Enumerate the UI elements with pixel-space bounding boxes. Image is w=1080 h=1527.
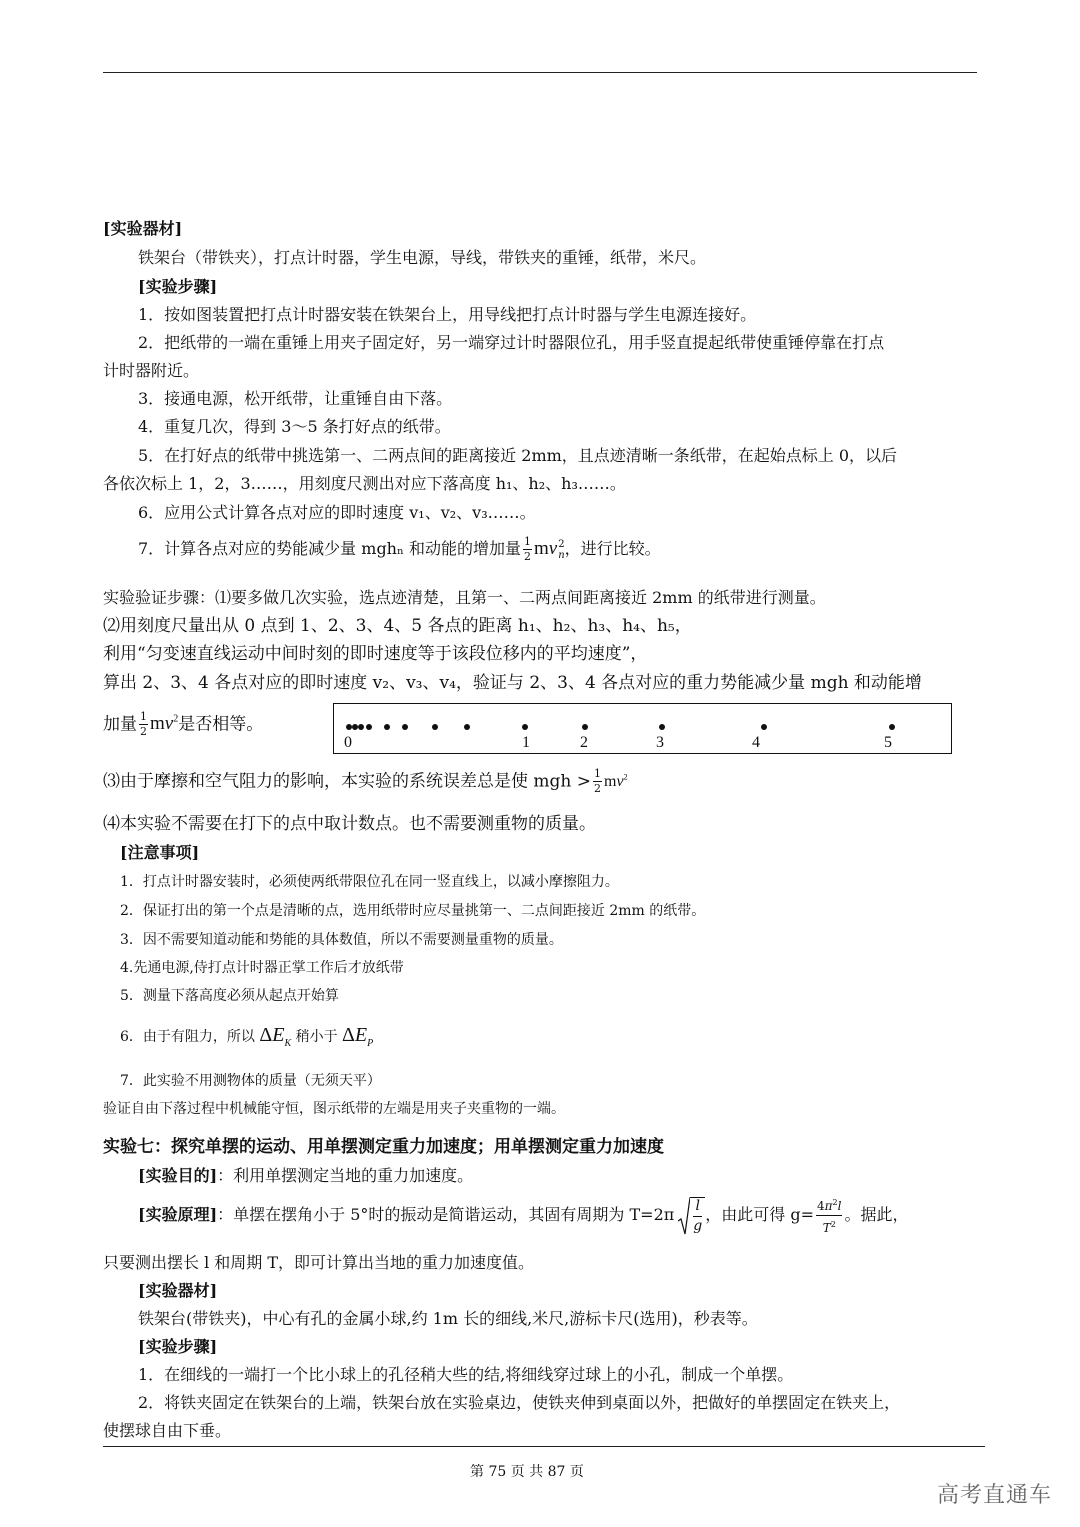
half-fraction: $\frac{1}{2}$ xyxy=(140,710,147,739)
verify-line: 利用“匀变速直线运动中间时刻的即时速度等于该段位移内的平均速度”， xyxy=(103,644,648,664)
step-line: 4．重复几次，得到 3～5 条打好点的纸带。 xyxy=(138,417,451,436)
delta-ek: $\Delta E_K$ xyxy=(259,1024,292,1049)
purpose-text: ：利用单摆测定当地的重力加速度。 xyxy=(217,1166,474,1185)
half-fraction: $\frac{1}{2}$ xyxy=(594,767,602,796)
tape-label: 2 xyxy=(580,734,588,751)
mv-n-squared: mv xyxy=(534,538,558,559)
exponent-subscript: 2 n xyxy=(558,538,565,561)
verify-line: 实验验证步骤：⑴要多做几次实验，选点迹清楚，且第一、二两点间距离接近 2mm 的纸带进行测量。 xyxy=(103,588,826,607)
notes-heading: [注意事项] xyxy=(120,843,200,862)
principle-line: 只要测出摆长 l 和周期 T，即可计算出当地的重力加速度值。 xyxy=(103,1253,535,1272)
principle-heading: [实验原理] xyxy=(138,1205,218,1224)
tape-dot xyxy=(464,724,470,730)
note-item: 2．保证打出的第一个点是清晰的点，选用纸带时应尽量挑第一、二点间距接近 2mm 的纸带。 xyxy=(120,903,706,919)
sqrt-l-over-g: l g xyxy=(678,1197,705,1235)
step-line: 各依次标上 1，2，3……，用刻度尺测出对应下落高度 h₁、h₂、h₃……。 xyxy=(103,474,626,493)
purpose-line xyxy=(138,1166,473,1186)
half-fraction: $\frac{1}{2}$ xyxy=(524,535,531,563)
tape-dot xyxy=(432,724,438,730)
verify-line: ⑷本实验不需要在打下的点中取计数点。也不需要测重物的质量。 xyxy=(103,814,596,834)
principle-text: ：单摆在摆角小于 5°时的振动是简谐运动，其固有周期为 T=2π xyxy=(217,1205,675,1224)
step-line: 1．在细线的一端打一个比小球上的孔径稍大些的结,将细线穿过球上的小孔，制成一个单摆。 xyxy=(138,1365,794,1384)
verify-line: 算出 2、3、4 各点对应的即时速度 v₂、v₃、v₄，验证与 2、3、4 各点对应的重力势能减少量 mgh 和动能增 xyxy=(103,673,922,693)
step7-text: 7．计算各点对应的势能减少量 mghₙ 和动能的增加量 xyxy=(138,539,521,558)
tape-dot xyxy=(582,724,588,730)
verify-line: ⑶由于摩擦和空气阻力的影响，本实验的系统误差总是使 mgh > $\frac{1}{2}$ $mv^2$ xyxy=(103,767,628,796)
tape-dot xyxy=(659,724,665,730)
principle-text: ，由此可得 g= xyxy=(705,1205,815,1224)
materials-text: 铁架台（带铁夹），打点计时器，学生电源，导线，带铁夹的重锤，纸带，米尺。 xyxy=(138,248,707,267)
radical-sign-icon xyxy=(678,1197,690,1235)
paper-tape-diagram xyxy=(333,703,952,754)
step-line: 1．按如图装置把打点计时器安装在铁架台上，用导线把打点计时器与学生电源连接好。 xyxy=(138,305,757,324)
materials-text: 铁架台(带铁夹)，中心有孔的金属小球,约 1m 长的细线,米尺,游标卡尺(选用)，秒表等。 xyxy=(138,1309,758,1328)
delta-ep: $\Delta E_P$ xyxy=(342,1024,374,1049)
notes-summary: 验证自由下落过程中机械能守恒，图示纸带的左端是用夹子夹重物的一端。 xyxy=(103,1101,565,1117)
page-number: 第 75 页 共 87 页 xyxy=(470,1464,584,1480)
step-line: 3．接通电源，松开纸带，让重锤自由下落。 xyxy=(138,389,453,408)
step7-tail: ，进行比较。 xyxy=(564,539,661,558)
g-formula: $\frac{4\pi^2l}{T^2}$ xyxy=(816,1195,842,1236)
note-item xyxy=(120,1021,373,1058)
steps-heading: [实验步骤] xyxy=(138,1337,218,1356)
step-line: 使摆球自由下垂。 xyxy=(103,1421,232,1440)
note-item: 3．因不需要知道动能和势能的具体数值，所以不需要测量重物的质量。 xyxy=(120,932,563,948)
verify-text: 是否相等。 xyxy=(178,714,264,735)
step-line: 2．把纸带的一端在重锤上用夹子固定好，另一端穿过计时器限位孔，用手竖直提起纸带使重锤停靠在打点 xyxy=(138,333,885,352)
tape-label: 4 xyxy=(752,734,760,751)
step-line: 6．应用公式计算各点对应的即时速度 v₁、v₂、v₃……。 xyxy=(138,503,536,522)
step-line: 5．在打好点的纸带中挑选第一、二两点间的距离接近 2mm，且点迹清晰一条纸带，在起始点标上 0，以后 xyxy=(138,446,898,465)
tape-dot xyxy=(522,724,528,730)
tape-label: 5 xyxy=(884,734,892,751)
materials-heading: [实验器材] xyxy=(103,219,183,238)
header-rule xyxy=(103,72,977,73)
note-item: 4.先通电源,侍打点计时器正掌工作后才放纸带 xyxy=(120,960,404,976)
footer-rule xyxy=(103,1446,985,1447)
principle-text: 。据此， xyxy=(844,1205,909,1224)
note-item: 5．测量下落高度必须从起点开始算 xyxy=(120,988,339,1004)
section-title: 实验七：探究单摆的运动、用单摆测定重力加速度；用单摆测定重力加速度 xyxy=(103,1137,664,1157)
principle-line xyxy=(138,1194,909,1236)
steps-heading: [实验步骤] xyxy=(138,277,218,296)
note-item: 1．打点计时器安装时，必须使两纸带限位孔在同一竖直线上，以减小摩擦阻力。 xyxy=(120,874,619,890)
tape-label: 0 xyxy=(344,734,352,751)
tape-label: 1 xyxy=(522,734,530,751)
step-line: 2．将铁夹固定在铁架台的上端，铁架台放在实验桌边，使铁夹伸到桌面以外，把做好的单摆固定在铁夹上， xyxy=(138,1393,901,1412)
note-item: 7．此实验不用测物体的质量（无须天平） xyxy=(120,1073,381,1089)
tape-label: 3 xyxy=(656,734,664,751)
note-text: 6．由于有阻力，所以 xyxy=(120,1029,255,1045)
step-line: 计时器附近。 xyxy=(103,361,200,380)
verify-text: ⑶由于摩擦和空气阻力的影响，本实验的系统误差总是使 mgh > xyxy=(103,771,592,792)
tape-dot xyxy=(366,724,372,730)
verify-line: 加量 $\frac{1}{2}$ $mv^2$是否相等。 xyxy=(103,710,264,739)
tape-dot xyxy=(358,724,364,730)
tape-dot xyxy=(384,724,390,730)
step-7 xyxy=(138,534,661,564)
tape-dot xyxy=(761,724,767,730)
verify-line: ⑵用刻度尺量出从 0 点到 1、2、3、4、5 各点的距离 h₁、h₂、h₃、h₄、h₅， xyxy=(103,616,692,636)
tape-dot xyxy=(402,724,408,730)
purpose-heading: [实验目的] xyxy=(138,1166,218,1185)
watermark: 高考直通车 xyxy=(936,1483,1052,1508)
materials-heading: [实验器材] xyxy=(138,1281,218,1300)
tape-dot xyxy=(889,724,895,730)
verify-text: 加量 xyxy=(103,714,137,735)
note-text: 稍小于 xyxy=(295,1029,338,1045)
